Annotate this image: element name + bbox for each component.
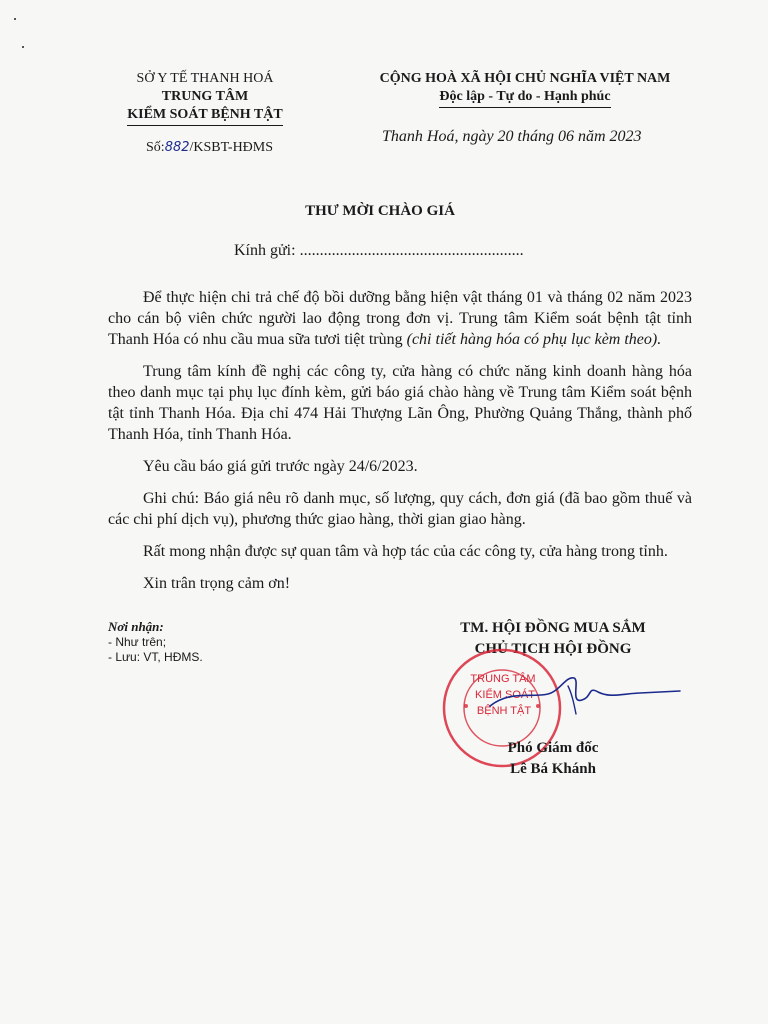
center-name: KIỂM SOÁT BỆNH TẬT (127, 106, 282, 126)
signature-org: TM. HỘI ĐỒNG MUA SẮM (460, 620, 646, 636)
center-name-wrap (110, 106, 300, 126)
document-title: THƯ MỜI CHÀO GIÁ (305, 203, 455, 219)
dept-name: SỞ Y TẾ THANH HOÁ (136, 71, 274, 86)
document-number (146, 139, 273, 157)
paragraph-thanks: Xin trân trọng cảm ơn! (143, 575, 291, 592)
number-handwritten: 882 (164, 140, 190, 155)
paragraph-purpose (108, 287, 692, 350)
scan-speck (22, 46, 24, 48)
recipients-line: - Lưu: VT, HĐMS. (108, 650, 203, 664)
republic-title: CỘNG HOÀ XÃ HỘI CHỦ NGHĨA VIỆT NAM (379, 71, 671, 86)
paragraph-purpose-text: Để thực hiện chi trả chế độ bồi dưỡng bằng hiện vật tháng 01 và tháng 02 năm 2023 cho cán bộ viên chức người lao động trong đơn vị. Trung tâm Kiểm soát bệnh tật tỉnh Thanh Hóa có nhu cầu mua sữa tươi tiệt trùng (108, 289, 692, 348)
recipients-block (108, 618, 203, 665)
recipients-label: Nơi nhận: (108, 619, 164, 634)
signer-position: Phó Giám đốc (507, 740, 599, 756)
handwritten-signature (470, 664, 685, 724)
stamp-line-1: TRUNG TÂM (470, 673, 536, 685)
paragraph-note: Ghi chú: Báo giá nêu rõ danh mục, số lượng, quy cách, đơn giá (đã bao gồm thuế và các chi phí dịch vụ), phương thức giao hàng, thời gian giao hàng. (108, 490, 692, 528)
paragraph-cooperation: Rất mong nhận được sự quan tâm và hợp tác của các công ty, cửa hàng trong tỉnh. (143, 543, 668, 560)
header-left (110, 70, 300, 126)
date-line: Thanh Hoá, ngày 20 tháng 06 năm 2023 (382, 128, 642, 145)
paragraph-deadline: Yêu cầu báo giá gửi trước ngày 24/6/2023. (143, 458, 418, 475)
signature-role: CHỦ TỊCH HỘI ĐỒNG (474, 641, 632, 657)
number-prefix: Số: (146, 140, 165, 155)
letter-body (108, 287, 692, 605)
motto-wrap (345, 88, 705, 108)
recipient-line: Kính gửi: ........................................................ (234, 242, 524, 259)
stamp-line-3: BỆNH TẬT (476, 705, 532, 717)
paragraph-purpose-italic: (chi tiết hàng hóa có phụ lục kèm theo). (406, 331, 662, 348)
scan-speck (14, 18, 16, 20)
center-label: TRUNG TÂM (161, 89, 249, 104)
stamp-line-2: KIỂM SOÁT (475, 689, 535, 701)
number-suffix: /KSBT-HĐMS (189, 140, 274, 155)
paragraph-request: Trung tâm kính đề nghị các công ty, cửa hàng có chức năng kinh doanh hàng hóa theo danh mục tại phụ lục đính kèm, gửi báo giá chào hàng về Trung tâm Kiểm soát bệnh tật tỉnh Thanh Hóa. Địa chỉ 474 Hải Thượng Lãn Ông, Phường Quảng Thắng, thành phố Thanh Hóa, tỉnh Thanh Hóa. (108, 363, 692, 443)
motto: Độc lập - Tự do - Hạnh phúc (439, 88, 610, 108)
recipients-line: - Như trên; (108, 635, 167, 649)
header-right (345, 70, 705, 108)
signer-name: Lê Bá Khánh (510, 761, 596, 777)
